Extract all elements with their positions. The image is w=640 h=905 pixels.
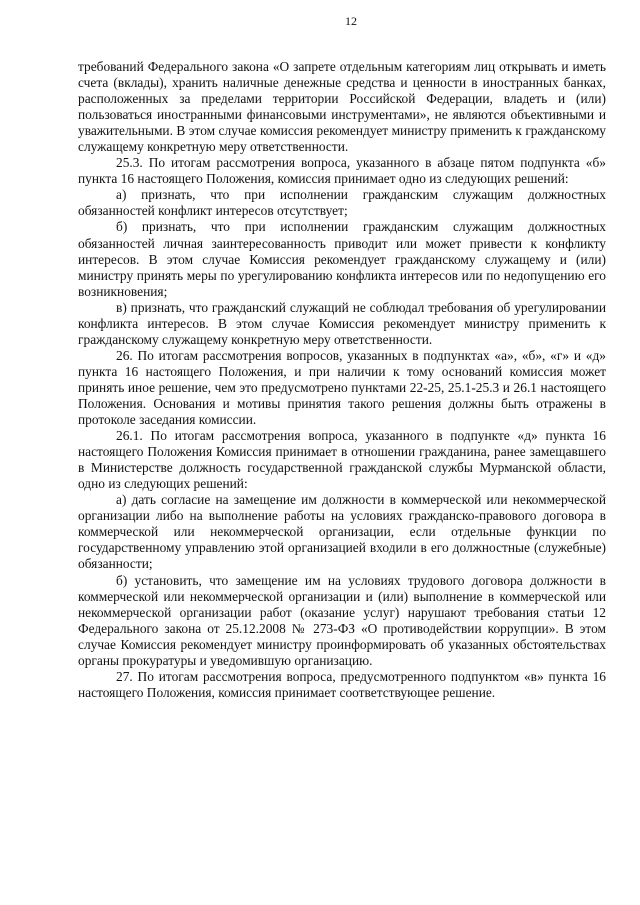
paragraph-25-3-a: а) признать, что при исполнении гражданским служащим должностных обязанностей конфликт интересов отсутствует; (78, 187, 606, 219)
paragraph-26: 26. По итогам рассмотрения вопросов, указанных в подпунктах «а», «б», «г» и «д» пункта 16 настоящего Положения, и при наличии к тому оснований комиссия может принять иное решение, чем это предусмотрено пунктами 22-25, 25.1-25.3 и 26.1 настоящего Положения. Основания и мотивы принятия такого решения должны быть отражены в протоколе заседания комиссии. (78, 347, 606, 428)
paragraph-26-1-a: а) дать согласие на замещение им должности в коммерческой или некоммерческой организации либо на выполнение работы на условиях гражданско-правового договора в коммерческой или некоммерческой организации, если отдельные функции по государственному управлению этой организацией входили в его должностные (служебные) обязанности; (78, 492, 606, 572)
paragraph-25-3-b: б) признать, что при исполнении гражданским служащим должностных обязанностей личная заинтересованность приводит или может привести к конфликту интересов. В этом случае Комиссия рекомендует гражданскому служащему и (или) министру принять меры по урегулированию конфликта интересов или по недопущению его возникновения; (78, 219, 606, 299)
paragraph-26-1: 26.1. По итогам рассмотрения вопроса, указанного в подпункте «д» пункта 16 настоящего Положения Комиссия принимает в отношении гражданина, ранее замещавшего в Министерстве должность государственной гражданской службы Мурманской области, одно из следующих решений: (78, 428, 606, 492)
document-body (78, 59, 606, 701)
page-number: 12 (345, 14, 357, 28)
paragraph-25-3: 25.3. По итогам рассмотрения вопроса, указанного в абзаце пятом подпункта «б» пункта 16 настоящего Положения, комиссия принимает одно из следующих решений: (78, 155, 606, 187)
paragraph-27: 27. По итогам рассмотрения вопроса, предусмотренного подпунктом «в» пункта 16 настоящего Положения, комиссия принимает соответствующее решение. (78, 668, 606, 700)
paragraph-continuation: требований Федерального закона «О запрете отдельным категориям лиц открывать и иметь счета (вклады), хранить наличные денежные средства и ценности в иностранных банках, расположенных за пределами территории Российской Федерации, владеть и (или) пользоваться иностранными финансовыми инструментами», не являются объективными и уважительными. В этом случае комиссия рекомендует министру применить к гражданскому служащему конкретную меру ответственности. (78, 59, 606, 155)
paragraph-26-1-b: б) установить, что замещение им на условиях трудового договора должности в коммерческой или некоммерческой организации и (или) выполнение в коммерческой или некоммерческой организации работ (оказание услуг) нарушают требования статьи 12 Федерального закона от 25.12.2008 № 273-ФЗ «О противодействии коррупции». В этом случае Комиссия рекомендует министру проинформировать об указанных обстоятельствах органы прокуратуры и уведомившую организацию. (78, 572, 606, 668)
paragraph-25-3-v: в) признать, что гражданский служащий не соблюдал требования об урегулировании конфликта интересов. В этом случае Комиссия рекомендует министру применить к гражданскому служащему конкретную меру ответственности. (78, 299, 606, 347)
